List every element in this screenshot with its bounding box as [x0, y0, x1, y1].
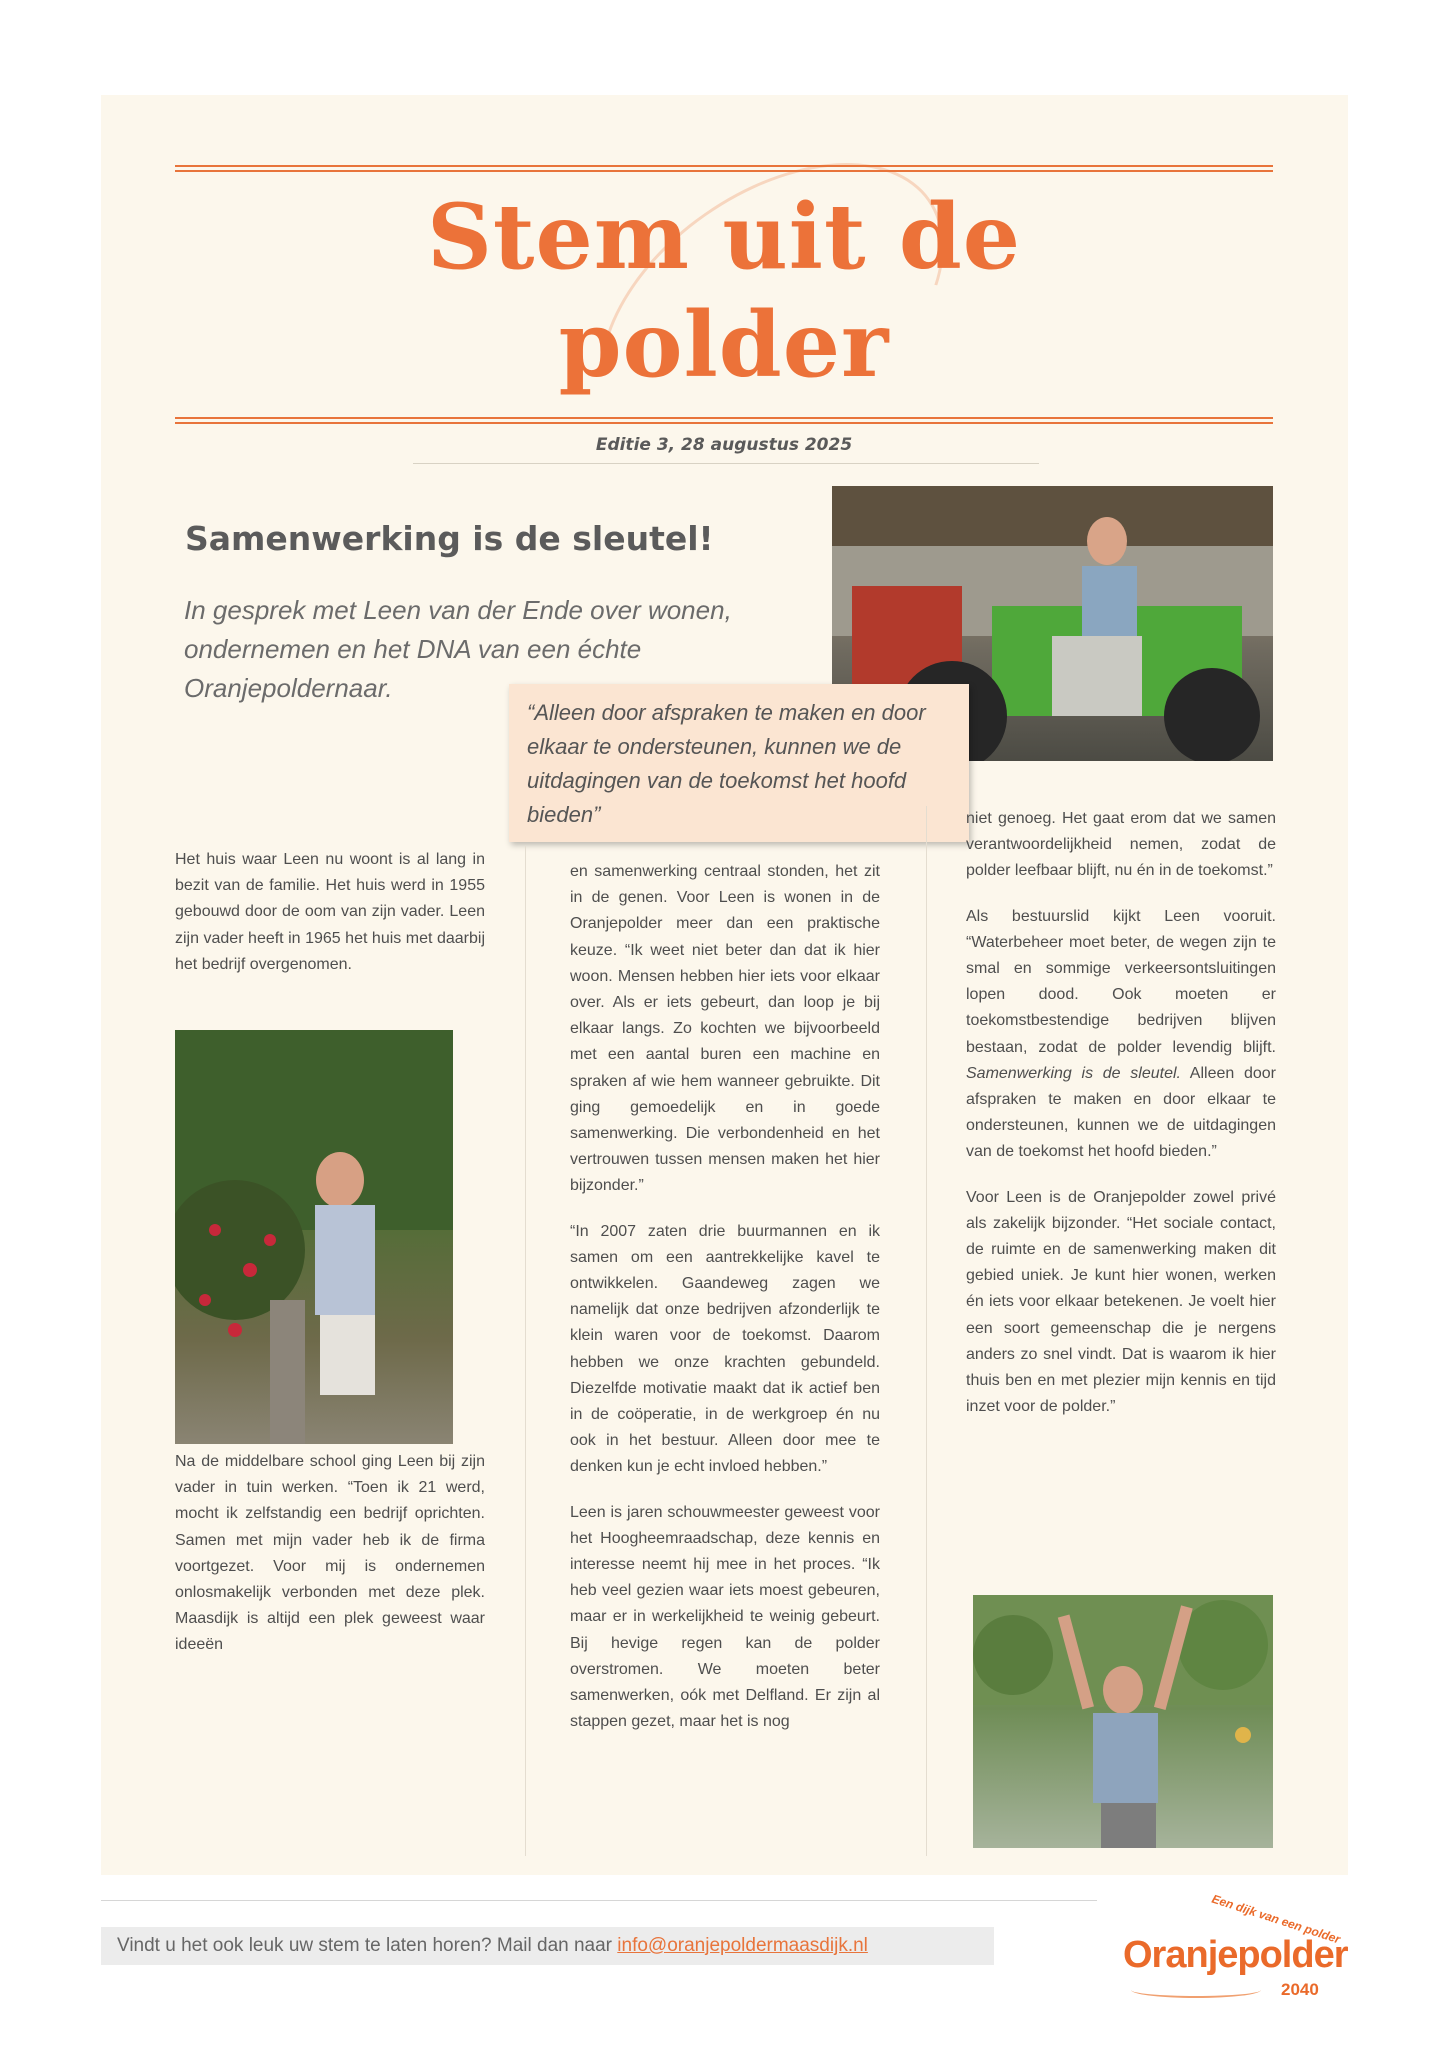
article-intro: In gesprek met Leen van der Ende over wonen, ondernemen en het DNA van een échte Oranjepoldernaar.: [184, 595, 732, 703]
vines-photo: [973, 1595, 1273, 1848]
paragraph: en samenwerking centraal stonden, het zit in de genen. Voor Leen is wonen in de Oranjepolder meer dan een praktische keuze. “Ik weet niet beter dan dat ik hier woon. Mensen hebben hier iets voor elkaar over. Als er iets gebeurt, dan loop je bij elkaar langs. Zo kochten we bijvoorbeeld met een aantal buren een machine en spraken af wie hem wanneer gebruikte. Dit ging gemoedelijk en in goede samenwerking. Die verbondenheid en het vertrouwen tussen mensen maken het hier bijzonder.”: [570, 863, 880, 1195]
edition-divider: [413, 463, 1039, 464]
logo-year: 2040: [1281, 1980, 1319, 1999]
logo-tagline: Een dijk van een polder: [1210, 1891, 1342, 1947]
pull-quote: “Alleen door afspraken te maken en door elkaar te ondersteunen, kunnen we de uitdagingen van de toekomst het hoofd bieden”: [509, 684, 969, 842]
paragraph: Leen is jaren schouwmeester geweest voor het Hoogheemraadschap, deze kennis en interesse neemt hij mee in het proces. “Ik heb veel gezien waar iets moest gebeuren, maar er in werkelijkheid te weinig gebeurt. Bij hevige regen kan de polder overstromen. We moeten beter samenwerken, oók met Delfland. Er zijn al stappen gezet, maar het is nog: [570, 1503, 880, 1731]
newsletter-page: [101, 95, 1348, 1875]
edition-line: Editie 3, 28 augustus 2025: [595, 435, 853, 455]
paragraph: “In 2007 zaten drie buurmannen en ik samen om een aantrekkelijke kavel te ontwikkelen. Gaandeweg zagen we namelijk dat onze bedrijven afzonderlijk te klein waren voor de toekomst. Daarom hebben we onze krachten gebundeld. Diezelfde motivatie maakt dat ik actief ben in de coöperatie, in de werkgroep én nu ook in het bestuur. Alleen door mee te denken kun je echt invloed hebben.”: [570, 1222, 880, 1476]
logo-name: Oranjepolder: [1123, 1934, 1348, 1976]
column-3: [966, 806, 1276, 1439]
column-divider: [525, 846, 526, 1856]
column-1-continued: [175, 1449, 485, 1678]
footer-callout: Vindt u het ook leuk uw stem te laten horen? Mail dan naar info@oranjepoldermaasdijk.nl: [101, 1927, 994, 1965]
paragraph: niet genoeg. Het gaat erom dat we samen verantwoordelijkheid nemen, zodat de polder leefbaar blijft, nu én in de toekomst.”: [966, 810, 1276, 880]
top-rule: [175, 165, 1273, 172]
paragraph: Als bestuurslid kijkt Leen vooruit. “Waterbeheer moet beter, de wegen zijn te smal en sommige verkeersontsluitingen lopen dood. Ook moeten er toekomstbestendige bedrijven blijven bestaan, zodat de polder levendig blijft. Samenwerking is de sleutel. Alleen door afspraken te maken en door elkaar te ondersteunen, kunnen we de uitdagingen van de toekomst het hoofd bieden.”: [966, 907, 1276, 1161]
logo-swoosh: [1131, 1982, 1261, 1998]
paragraph: Voor Leen is de Oranjepolder zowel privé als zakelijk bijzonder. “Het sociale contact, de ruimte en de samenwerking maken dit gebied uniek. Je kunt hier wonen, werken én iets voor elkaar betekenen. Je voelt hier een soort gemeenschap die je nergens anders zo snel vindt. Dat is waarom ik hier thuis ben en met plezier mijn kennis en tijd inzet voor de polder.”: [966, 1188, 1276, 1416]
column-2: [570, 859, 880, 1755]
footer-divider: [101, 1900, 1097, 1901]
column-1: [175, 847, 485, 997]
paragraph: Het huis waar Leen nu woont is al lang in bezit van de familie. Het huis werd in 1955 gebouwd door de oom van zijn vader. Leen zijn vader heeft in 1965 het huis met daarbij het bedrijf overgenomen.: [175, 851, 485, 973]
bottom-rule: [175, 417, 1273, 424]
column-divider: [926, 806, 927, 1856]
paragraph: Na de middelbare school ging Leen bij zijn vader in tuin werken. “Toen ik 21 werd, mocht ik zelfstandig een bedrijf oprichten. Samen met mijn vader heb ik de firma voortgezet. Voor mij is ondernemen onlosmakelijk verbonden met deze plek. Maasdijk is altijd een plek geweest waar ideeën: [175, 1453, 485, 1654]
oranjepolder-logo: [1113, 1891, 1353, 2008]
article-headline: Samenwerking is de sleutel!: [185, 519, 714, 558]
masthead-title: Stem uit de polder: [426, 184, 1022, 398]
flowers-photo: [175, 1030, 453, 1444]
email-link[interactable]: info@oranjepoldermaasdijk.nl: [617, 1935, 868, 1956]
